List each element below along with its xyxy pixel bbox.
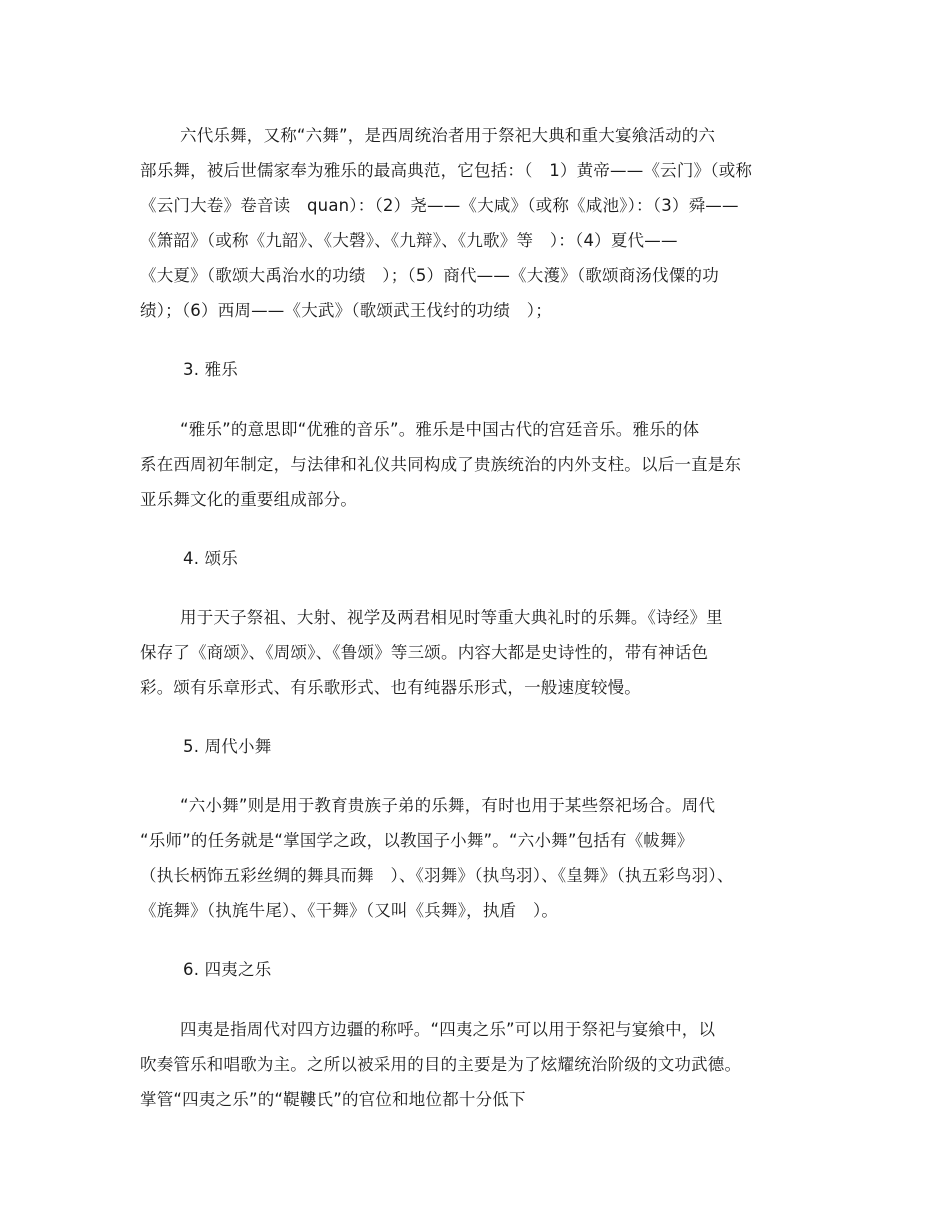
- section-heading-xiaowu: 5. 周代小舞: [183, 737, 272, 756]
- intro-line-5: 《大夏》（歌颂大禹治水的功绩 ）；（5）商代——《大濩》（歌颂商汤伐僳的功: [140, 266, 719, 285]
- yayue-line-2: 系在西周初年制定，与法律和礼仪共同构成了贵族统治的内外支柱。以后一直是东: [140, 455, 742, 474]
- yayue-line-3: 亚乐舞文化的重要组成部分。: [140, 490, 358, 509]
- section-heading-yayue: 3. 雅乐: [183, 360, 238, 379]
- siyi-line-1: 四夷是指周代对四方边疆的称呼。“四夷之乐”可以用于祭祀与宴飨中，以: [180, 1020, 716, 1039]
- yayue-line-1: “雅乐”的意思即“优雅的音乐”。雅乐是中国古代的宫廷音乐。雅乐的体: [180, 420, 700, 439]
- siyi-line-3: 掌管“四夷之乐”的“鞮鞻氏”的官位和地位都十分低下: [140, 1090, 526, 1109]
- songyue-line-1: 用于天子祭祖、大射、视学及两君相见时等重大典礼时的乐舞。《诗经》里: [180, 608, 723, 627]
- songyue-line-3: 彩。颂有乐章形式、有乐歌形式、也有纯器乐形式，一般速度较慢。: [140, 678, 641, 697]
- intro-line-2: 部乐舞，被后世儒家奉为雅乐的最高典范，它包括：（ 1）黄帝——《云门》（或称: [140, 161, 753, 180]
- section-heading-siyi: 6. 四夷之乐: [183, 960, 272, 979]
- intro-line-3: 《云门大卷》卷音读 quan）：（2）尧——《大咸》（或称《咸池》）：（3）舜——: [140, 196, 739, 215]
- xiaowu-line-2: “乐师”的任务就是“掌国学之政，以教国子小舞”。“六小舞”包括有《帗舞》: [140, 831, 694, 850]
- xiaowu-line-3: （执长柄饰五彩丝绸的舞具而舞 ）、《羽舞》（执鸟羽）、《皇舞》（执五彩鸟羽）、: [140, 866, 734, 885]
- siyi-line-2: 吹奏管乐和唱歌为主。之所以被采用的目的主要是为了炫耀统治阶级的文功武德。: [140, 1055, 742, 1074]
- intro-line-1: 六代乐舞，又称“六舞”，是西周统治者用于祭祀大典和重大宴飨活动的六: [180, 126, 716, 145]
- songyue-line-2: 保存了《商颂》、《周颂》、《鲁颂》等三颂。内容大都是史诗性的，带有神话色: [140, 643, 709, 662]
- intro-line-4: 《箫韶》（或称《九韶》、《大磬》、《九辩》、《九歌》等 ）：（4）夏代——: [140, 231, 678, 250]
- xiaowu-line-1: “六小舞”则是用于教育贵族子弟的乐舞，有时也用于某些祭祀场合。周代: [180, 796, 716, 815]
- xiaowu-line-4: 《旄舞》（执旄牛尾）、《干舞》（又叫《兵舞》，执盾 ）。: [140, 901, 559, 920]
- intro-line-6: 绩）；（6）西周——《大武》（歌颂武王伐纣的功绩 ）；: [140, 301, 552, 320]
- section-heading-songyue: 4. 颂乐: [183, 549, 238, 568]
